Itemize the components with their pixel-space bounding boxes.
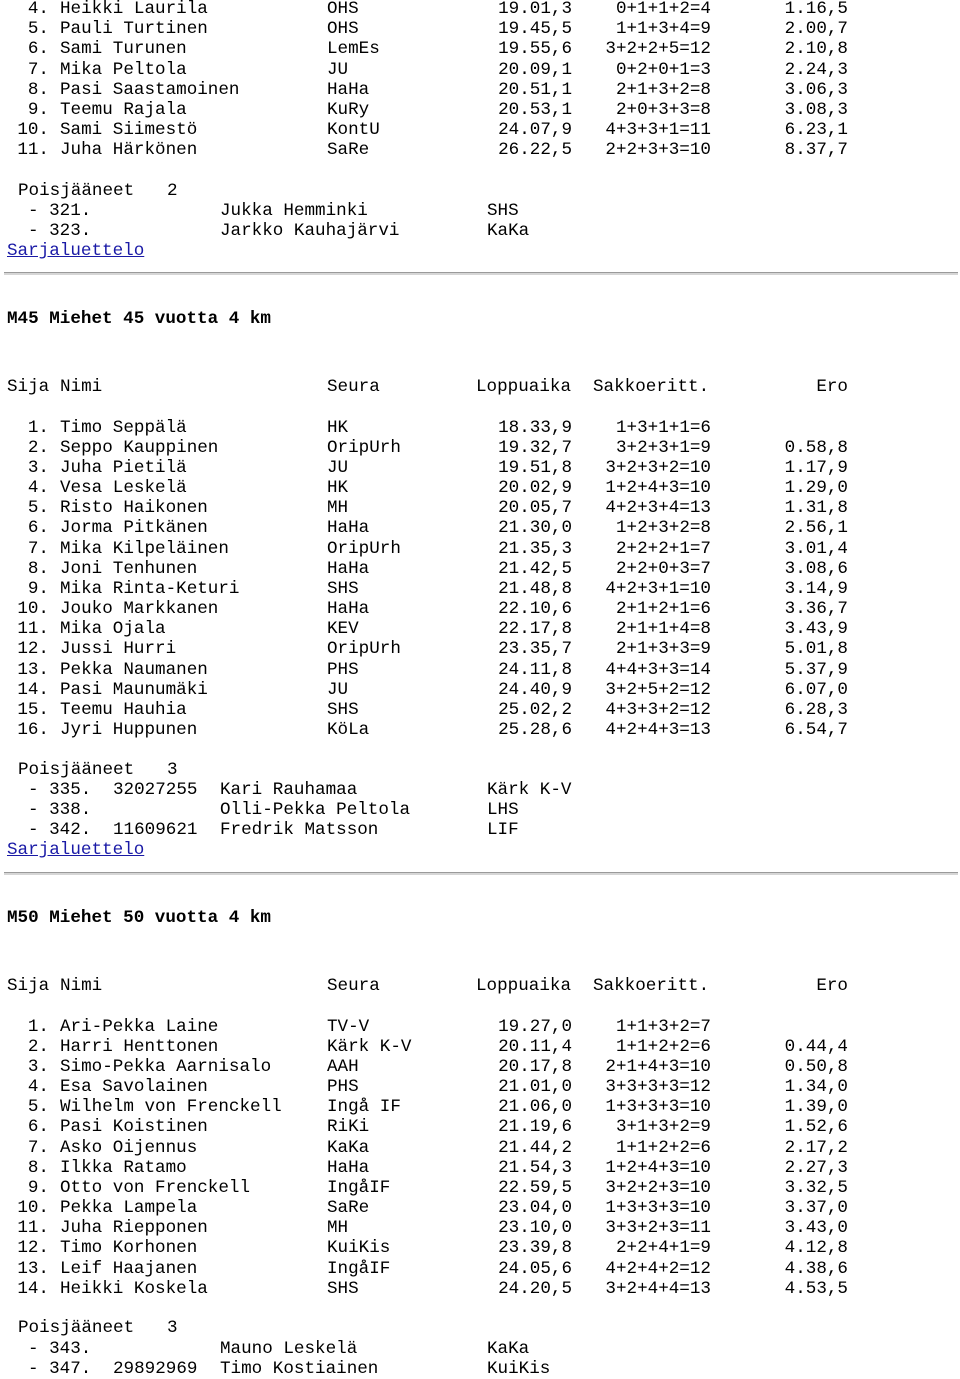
finish-time: 21.19,6 bbox=[498, 1117, 572, 1138]
club: MH bbox=[327, 498, 349, 519]
header-name: Nimi bbox=[60, 377, 103, 397]
dnf-label: Poisjääneet bbox=[18, 760, 135, 780]
dnf-label: Poisjääneet bbox=[18, 1318, 135, 1338]
club: OripUrh bbox=[327, 538, 401, 559]
time-difference: 1.39,0 bbox=[784, 1097, 848, 1118]
penalty-loops: 1+1+2+2=6 bbox=[615, 1137, 711, 1158]
license-number: 32027255 bbox=[113, 780, 198, 800]
athlete-name: Asko Oijennus bbox=[60, 1137, 198, 1158]
time-difference: 3.43,0 bbox=[784, 1218, 848, 1239]
club: HaHa bbox=[327, 599, 370, 620]
finish-time: 26.22,5 bbox=[498, 140, 572, 161]
finish-time: 25.02,2 bbox=[498, 699, 572, 720]
header-club: Seura bbox=[327, 377, 380, 397]
rank: 7. bbox=[27, 59, 49, 80]
series-list-link[interactable]: Sarjaluettelo bbox=[7, 840, 145, 860]
finish-time: 20.11,4 bbox=[498, 1036, 572, 1057]
time-difference: 8.37,7 bbox=[784, 140, 848, 161]
section-divider bbox=[4, 872, 958, 875]
club: KaKa bbox=[487, 1338, 530, 1359]
penalty-loops: 1+2+4+3=10 bbox=[605, 1157, 711, 1178]
header-penalty: Sakkoeritt. bbox=[593, 377, 710, 397]
finish-time: 19.01,3 bbox=[498, 0, 572, 19]
athlete-name: Timo Seppälä bbox=[60, 417, 187, 438]
header-club: Seura bbox=[327, 976, 380, 996]
finish-time: 25.28,6 bbox=[498, 720, 572, 741]
penalty-loops: 3+3+2+3=11 bbox=[605, 1218, 711, 1239]
time-difference: 2.24,3 bbox=[784, 59, 848, 80]
club: OHS bbox=[327, 19, 359, 40]
rank: 4. bbox=[27, 1077, 49, 1097]
athlete-name: Fredrik Matsson bbox=[220, 820, 379, 841]
time-difference: 3.43,9 bbox=[784, 619, 848, 640]
penalty-loops: 4+2+4+2=12 bbox=[605, 1258, 711, 1279]
time-difference: 4.12,8 bbox=[784, 1238, 848, 1259]
club: PHS bbox=[327, 1077, 359, 1097]
athlete-name: Leif Haajanen bbox=[60, 1258, 198, 1279]
rank: 16. bbox=[17, 720, 49, 741]
time-difference: 2.27,3 bbox=[784, 1157, 848, 1178]
rank: 9. bbox=[27, 578, 49, 599]
athlete-name: Mauno Leskelä bbox=[220, 1338, 358, 1359]
time-difference: 1.52,6 bbox=[784, 1117, 848, 1138]
penalty-loops: 3+2+2+3=10 bbox=[605, 1177, 711, 1198]
rank: 12. bbox=[17, 1238, 49, 1259]
athlete-name: Olli-Pekka Peltola bbox=[220, 800, 411, 821]
license-number: 11609621 bbox=[113, 820, 198, 841]
rank: 3. bbox=[27, 1056, 49, 1077]
club: KöLa bbox=[327, 720, 370, 741]
penalty-loops: 2+1+2+1=6 bbox=[615, 599, 711, 620]
finish-time: 19.55,6 bbox=[498, 39, 572, 60]
rank: 1. bbox=[27, 1016, 49, 1037]
time-difference: 6.23,1 bbox=[784, 120, 848, 141]
finish-time: 22.10,6 bbox=[498, 599, 572, 620]
dnf-count: 3 bbox=[167, 760, 178, 780]
finish-time: 20.02,9 bbox=[498, 478, 572, 498]
time-difference: 3.36,7 bbox=[784, 599, 848, 620]
finish-time: 21.06,0 bbox=[498, 1097, 572, 1118]
series-list-link[interactable]: Sarjaluettelo bbox=[7, 241, 145, 261]
rank: 13. bbox=[17, 1258, 49, 1279]
club: RiKi bbox=[327, 1117, 370, 1138]
section-divider bbox=[4, 272, 958, 275]
time-difference: 6.28,3 bbox=[784, 699, 848, 720]
dnf-label: Poisjääneet bbox=[18, 181, 135, 201]
club: JU bbox=[327, 457, 349, 478]
club: JU bbox=[327, 59, 349, 80]
dnf-count: 3 bbox=[167, 1318, 178, 1338]
club: HaHa bbox=[327, 1157, 370, 1178]
penalty-loops: 1+1+3+2=7 bbox=[615, 1016, 711, 1037]
club: KuiKis bbox=[487, 1358, 551, 1379]
rank: 1. bbox=[27, 417, 49, 438]
club: HaHa bbox=[327, 79, 370, 100]
time-difference: 3.06,3 bbox=[784, 79, 848, 100]
rank: 6. bbox=[27, 39, 49, 60]
time-difference: 3.14,9 bbox=[784, 578, 848, 599]
finish-time: 23.39,8 bbox=[498, 1238, 572, 1259]
penalty-loops: 3+2+2+5=12 bbox=[605, 39, 711, 60]
club: HK bbox=[327, 417, 349, 438]
athlete-name: Mika Peltola bbox=[60, 59, 187, 80]
athlete-name: Mika Kilpeläinen bbox=[60, 538, 229, 559]
finish-time: 24.40,9 bbox=[498, 679, 572, 700]
penalty-loops: 2+2+2+1=7 bbox=[615, 538, 711, 559]
athlete-name: Pasi Maunumäki bbox=[60, 679, 208, 700]
finish-time: 21.01,0 bbox=[498, 1077, 572, 1097]
time-difference: 3.37,0 bbox=[784, 1198, 848, 1219]
time-difference: 2.00,7 bbox=[784, 19, 848, 40]
athlete-name: Risto Haikonen bbox=[60, 498, 208, 519]
penalty-loops: 2+1+3+2=8 bbox=[615, 79, 711, 100]
athlete-name: Harri Henttonen bbox=[60, 1036, 219, 1057]
rank: 13. bbox=[17, 659, 49, 680]
club: KuiKis bbox=[327, 1238, 391, 1259]
penalty-loops: 2+2+4+1=9 bbox=[615, 1238, 711, 1259]
penalty-loops: 2+0+3+3=8 bbox=[615, 99, 711, 120]
rank: 3. bbox=[27, 457, 49, 478]
time-difference: 2.56,1 bbox=[784, 518, 848, 539]
header-finish-time: Loppuaika bbox=[476, 976, 572, 996]
athlete-name: Juha Pietilä bbox=[60, 457, 187, 478]
athlete-name: Pekka Lampela bbox=[60, 1198, 198, 1219]
rank: 7. bbox=[27, 538, 49, 559]
club: TV-V bbox=[327, 1016, 370, 1037]
bib-number: - 335. bbox=[28, 780, 92, 800]
penalty-loops: 1+3+3+3=10 bbox=[605, 1198, 711, 1219]
rank: 11. bbox=[17, 140, 49, 161]
finish-time: 23.10,0 bbox=[498, 1218, 572, 1239]
rank: 10. bbox=[17, 599, 49, 620]
time-difference: 3.08,6 bbox=[784, 558, 848, 579]
athlete-name: Kari Rauhamaa bbox=[220, 780, 358, 800]
athlete-name: Ilkka Ratamo bbox=[60, 1157, 187, 1178]
club: SHS bbox=[487, 201, 519, 221]
rank: 5. bbox=[27, 498, 49, 519]
club: AAH bbox=[327, 1056, 359, 1077]
bib-number: - 342. bbox=[28, 820, 92, 841]
athlete-name: Teemu Rajala bbox=[60, 99, 187, 120]
finish-time: 20.53,1 bbox=[498, 99, 572, 120]
penalty-loops: 0+2+0+1=3 bbox=[615, 59, 711, 80]
club: IngåIF bbox=[327, 1258, 391, 1279]
finish-time: 24.07,9 bbox=[498, 120, 572, 141]
bib-number: - 323. bbox=[28, 221, 92, 242]
finish-time: 24.20,5 bbox=[498, 1278, 572, 1299]
penalty-loops: 1+2+3+2=8 bbox=[615, 518, 711, 539]
penalty-loops: 4+3+3+2=12 bbox=[605, 699, 711, 720]
penalty-loops: 3+3+3+3=12 bbox=[605, 1077, 711, 1097]
finish-time: 20.51,1 bbox=[498, 79, 572, 100]
club: OHS bbox=[327, 0, 359, 19]
rank: 10. bbox=[17, 120, 49, 141]
penalty-loops: 2+2+0+3=7 bbox=[615, 558, 711, 579]
finish-time: 21.44,2 bbox=[498, 1137, 572, 1158]
club: Ingå IF bbox=[327, 1097, 401, 1118]
finish-time: 22.17,8 bbox=[498, 619, 572, 640]
athlete-name: Heikki Koskela bbox=[60, 1278, 208, 1299]
athlete-name: Otto von Frenckell bbox=[60, 1177, 251, 1198]
finish-time: 21.35,3 bbox=[498, 538, 572, 559]
time-difference: 3.32,5 bbox=[784, 1177, 848, 1198]
athlete-name: Seppo Kauppinen bbox=[60, 437, 219, 458]
athlete-name: Vesa Leskelä bbox=[60, 478, 187, 498]
rank: 6. bbox=[27, 518, 49, 539]
finish-time: 23.04,0 bbox=[498, 1198, 572, 1219]
bib-number: - 321. bbox=[28, 201, 92, 221]
section-title-text: M45 Miehet 45 vuotta 4 km bbox=[7, 309, 271, 329]
penalty-loops: 1+3+1+1=6 bbox=[615, 417, 711, 438]
athlete-name: Pekka Naumanen bbox=[60, 659, 208, 680]
header-difference: Ero bbox=[816, 976, 848, 996]
athlete-name: Jukka Hemminki bbox=[220, 201, 368, 221]
header-name: Nimi bbox=[60, 976, 103, 996]
license-number: 29892969 bbox=[113, 1358, 198, 1379]
finish-time: 23.35,7 bbox=[498, 639, 572, 660]
penalty-loops: 1+1+2+2=6 bbox=[615, 1036, 711, 1057]
rank: 14. bbox=[17, 679, 49, 700]
athlete-name: Jussi Hurri bbox=[60, 639, 177, 660]
club: HaHa bbox=[327, 518, 370, 539]
club: OripUrh bbox=[327, 437, 401, 458]
finish-time: 21.42,5 bbox=[498, 558, 572, 579]
bib-number: - 343. bbox=[28, 1338, 92, 1359]
rank: 4. bbox=[27, 478, 49, 498]
rank: 8. bbox=[27, 1157, 49, 1178]
athlete-name: Jyri Huppunen bbox=[60, 720, 198, 741]
time-difference: 1.29,0 bbox=[784, 478, 848, 498]
penalty-loops: 3+2+4+4=13 bbox=[605, 1278, 711, 1299]
rank: 7. bbox=[27, 1137, 49, 1158]
athlete-name: Mika Rinta-Keturi bbox=[60, 578, 240, 599]
athlete-name: Jarkko Kauhajärvi bbox=[220, 221, 400, 242]
club: Kärk K-V bbox=[327, 1036, 412, 1057]
athlete-name: Esa Savolainen bbox=[60, 1077, 208, 1097]
penalty-loops: 0+1+1+2=4 bbox=[615, 0, 711, 19]
finish-time: 18.33,9 bbox=[498, 417, 572, 438]
finish-time: 22.59,5 bbox=[498, 1177, 572, 1198]
time-difference: 6.07,0 bbox=[784, 679, 848, 700]
finish-time: 20.05,7 bbox=[498, 498, 572, 519]
rank: 11. bbox=[17, 619, 49, 640]
time-difference: 1.34,0 bbox=[784, 1077, 848, 1097]
club: KaKa bbox=[327, 1137, 370, 1158]
penalty-loops: 3+1+3+2=9 bbox=[615, 1117, 711, 1138]
time-difference: 1.31,8 bbox=[784, 498, 848, 519]
finish-time: 19.32,7 bbox=[498, 437, 572, 458]
time-difference: 5.37,9 bbox=[784, 659, 848, 680]
athlete-name: Sami Turunen bbox=[60, 39, 187, 60]
bib-number: - 338. bbox=[28, 800, 92, 821]
rank: 9. bbox=[27, 1177, 49, 1198]
time-difference: 5.01,8 bbox=[784, 639, 848, 660]
penalty-loops: 4+4+3+3=14 bbox=[605, 659, 711, 680]
penalty-loops: 2+1+4+3=10 bbox=[605, 1056, 711, 1077]
club: LIF bbox=[487, 820, 519, 841]
athlete-name: Juha Härkönen bbox=[60, 140, 198, 161]
club: HK bbox=[327, 478, 349, 498]
athlete-name: Wilhelm von Frenckell bbox=[60, 1097, 282, 1118]
penalty-loops: 1+2+4+3=10 bbox=[605, 478, 711, 498]
rank: 5. bbox=[27, 19, 49, 40]
rank: 15. bbox=[17, 699, 49, 720]
athlete-name: Pasi Koistinen bbox=[60, 1117, 208, 1138]
time-difference: 1.17,9 bbox=[784, 457, 848, 478]
athlete-name: Sami Siimestö bbox=[60, 120, 198, 141]
athlete-name: Ari-Pekka Laine bbox=[60, 1016, 219, 1037]
rank: 4. bbox=[27, 0, 49, 19]
time-difference: 0.50,8 bbox=[784, 1056, 848, 1077]
rank: 9. bbox=[27, 99, 49, 120]
penalty-loops: 3+2+3+1=9 bbox=[615, 437, 711, 458]
finish-time: 20.09,1 bbox=[498, 59, 572, 80]
penalty-loops: 1+1+3+4=9 bbox=[615, 19, 711, 40]
athlete-name: Simo-Pekka Aarnisalo bbox=[60, 1056, 272, 1077]
athlete-name: Pauli Turtinen bbox=[60, 19, 208, 40]
rank: 2. bbox=[27, 437, 49, 458]
finish-time: 24.11,8 bbox=[498, 659, 572, 680]
athlete-name: Heikki Laurila bbox=[60, 0, 208, 19]
finish-time: 19.45,5 bbox=[498, 19, 572, 40]
rank: 11. bbox=[17, 1218, 49, 1239]
club: SHS bbox=[327, 1278, 359, 1299]
finish-time: 19.27,0 bbox=[498, 1016, 572, 1037]
rank: 14. bbox=[17, 1278, 49, 1299]
time-difference: 0.44,4 bbox=[784, 1036, 848, 1057]
penalty-loops: 4+2+3+1=10 bbox=[605, 578, 711, 599]
header-rank: Sija bbox=[7, 976, 50, 996]
time-difference: 6.54,7 bbox=[784, 720, 848, 741]
finish-time: 21.30,0 bbox=[498, 518, 572, 539]
finish-time: 21.48,8 bbox=[498, 578, 572, 599]
header-rank: Sija bbox=[7, 377, 50, 397]
penalty-loops: 2+2+3+3=10 bbox=[605, 140, 711, 161]
penalty-loops: 3+2+5+2=12 bbox=[605, 679, 711, 700]
rank: 12. bbox=[17, 639, 49, 660]
header-penalty: Sakkoeritt. bbox=[593, 976, 710, 996]
athlete-name: Timo Korhonen bbox=[60, 1238, 198, 1259]
club: KaKa bbox=[487, 221, 530, 242]
finish-time: 19.51,8 bbox=[498, 457, 572, 478]
club: LemEs bbox=[327, 39, 380, 60]
athlete-name: Pasi Saastamoinen bbox=[60, 79, 240, 100]
rank: 5. bbox=[27, 1097, 49, 1118]
club: Kärk K-V bbox=[487, 780, 572, 800]
athlete-name: Teemu Hauhia bbox=[60, 699, 187, 720]
club: LHS bbox=[487, 800, 519, 821]
section-title-text: M50 Miehet 50 vuotta 4 km bbox=[7, 908, 271, 928]
club: SHS bbox=[327, 578, 359, 599]
time-difference: 4.38,6 bbox=[784, 1258, 848, 1279]
time-difference: 1.16,5 bbox=[784, 0, 848, 19]
penalty-loops: 4+2+3+4=13 bbox=[605, 498, 711, 519]
club: KEV bbox=[327, 619, 359, 640]
club: SaRe bbox=[327, 1198, 370, 1219]
athlete-name: Joni Tenhunen bbox=[60, 558, 198, 579]
time-difference: 2.10,8 bbox=[784, 39, 848, 60]
club: KontU bbox=[327, 120, 380, 141]
bib-number: - 347. bbox=[28, 1358, 92, 1379]
penalty-loops: 1+3+3+3=10 bbox=[605, 1097, 711, 1118]
finish-time: 20.17,8 bbox=[498, 1056, 572, 1077]
club: SaRe bbox=[327, 140, 370, 161]
penalty-loops: 2+1+1+4=8 bbox=[615, 619, 711, 640]
club: SHS bbox=[327, 699, 359, 720]
time-difference: 4.53,5 bbox=[784, 1278, 848, 1299]
time-difference: 3.08,3 bbox=[784, 99, 848, 120]
club: KuRy bbox=[327, 99, 370, 120]
club: OripUrh bbox=[327, 639, 401, 660]
penalty-loops: 3+2+3+2=10 bbox=[605, 457, 711, 478]
finish-time: 24.05,6 bbox=[498, 1258, 572, 1279]
club: IngåIF bbox=[327, 1177, 391, 1198]
athlete-name: Jouko Markkanen bbox=[60, 599, 219, 620]
club: JU bbox=[327, 679, 349, 700]
rank: 8. bbox=[27, 558, 49, 579]
time-difference: 0.58,8 bbox=[784, 437, 848, 458]
athlete-name: Juha Riepponen bbox=[60, 1218, 208, 1239]
club: MH bbox=[327, 1218, 349, 1239]
rank: 2. bbox=[27, 1036, 49, 1057]
rank: 10. bbox=[17, 1198, 49, 1219]
club: HaHa bbox=[327, 558, 370, 579]
finish-time: 21.54,3 bbox=[498, 1157, 572, 1178]
rank: 8. bbox=[27, 79, 49, 100]
header-finish-time: Loppuaika bbox=[476, 377, 572, 397]
penalty-loops: 4+3+3+1=11 bbox=[605, 120, 711, 141]
athlete-name: Jorma Pitkänen bbox=[60, 518, 208, 539]
time-difference: 3.01,4 bbox=[784, 538, 848, 559]
athlete-name: Mika Ojala bbox=[60, 619, 166, 640]
athlete-name: Timo Kostiainen bbox=[220, 1358, 379, 1379]
rank: 6. bbox=[27, 1117, 49, 1138]
dnf-count: 2 bbox=[167, 181, 178, 201]
club: PHS bbox=[327, 659, 359, 680]
time-difference: 2.17,2 bbox=[784, 1137, 848, 1158]
penalty-loops: 4+2+4+3=13 bbox=[605, 720, 711, 741]
penalty-loops: 2+1+3+3=9 bbox=[615, 639, 711, 660]
header-difference: Ero bbox=[816, 377, 848, 397]
